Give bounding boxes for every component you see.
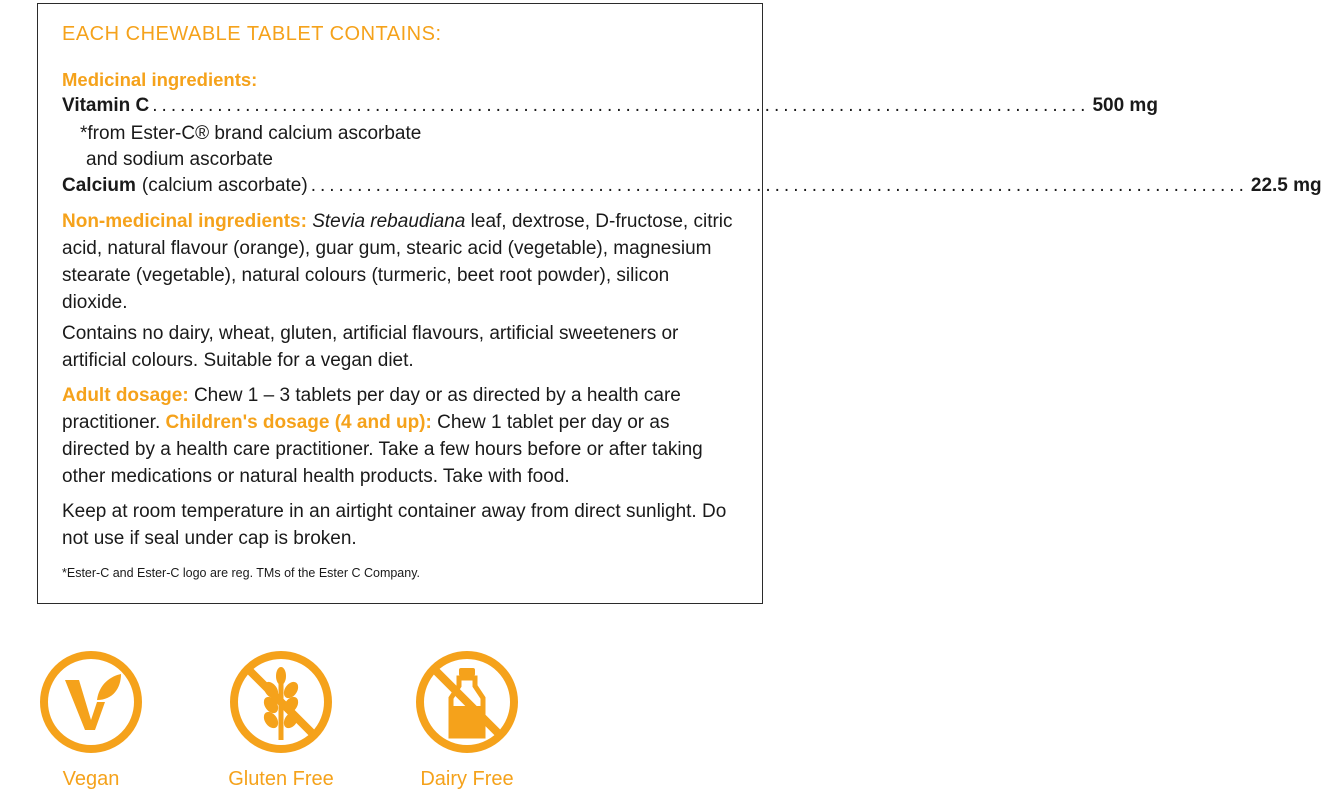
milk-bottle-crossed-icon	[415, 650, 519, 754]
non-medicinal-paragraph	[62, 208, 738, 316]
vegan-badge	[26, 650, 156, 791]
dot-leader: .....................................................................................................	[310, 175, 1248, 196]
ester-note-line-1: *from Ester-C® brand calcium ascorbate	[80, 123, 422, 144]
vitamin-c-amount: 500 mg	[1092, 95, 1158, 116]
contains-no-paragraph: Contains no dairy, wheat, gluten, artificial flavours, artificial sweeteners or artificial colours. Suitable for a vegan diet.	[62, 323, 679, 371]
panel-heading: EACH CHEWABLE TABLET CONTAINS:	[62, 23, 442, 45]
gluten-free-label: Gluten Free	[228, 768, 334, 790]
wheat-crossed-icon	[229, 650, 333, 754]
calcium-name: Calcium	[62, 175, 136, 196]
ester-note-line-2: and sodium ascorbate	[86, 149, 273, 170]
calcium-detail: (calcium ascorbate)	[141, 175, 308, 196]
stevia-name: Stevia rebaudiana	[312, 211, 466, 232]
dosage-paragraph	[62, 382, 738, 490]
vegan-v-leaf-icon	[39, 650, 143, 754]
adult-dosage-text: Chew 1 – 3 tablets per day or as directed by a health care practitioner.	[62, 385, 681, 433]
vegan-label: Vegan	[62, 768, 120, 790]
gluten-free-badge	[216, 650, 346, 791]
children-dosage-text: Chew 1 tablet per day or as directed by a health care practitioner. Take a few hours before or after taking other medications or natural health products. Take with food.	[62, 412, 703, 487]
storage-paragraph: Keep at room temperature in an airtight container away from direct sunlight. Do not use if seal under cap is broken.	[62, 501, 727, 549]
dot-leader: .....................................................................................................	[152, 95, 1090, 116]
non-medicinal-label: Non-medicinal ingredients:	[62, 211, 307, 232]
calcium-amount: 22.5 mg	[1250, 175, 1322, 196]
footnote: *Ester-C and Ester-C logo are reg. TMs of the Ester C Company.	[62, 566, 421, 580]
vitamin-c-row	[62, 95, 1158, 117]
non-medicinal-text: leaf, dextrose, D-fructose, citric acid, natural flavour (orange), guar gum, stearic acid (vegetable), magnesium stearate (vegetable), natural colours (turmeric, beet root powder), silicon dioxide.	[62, 211, 733, 313]
calcium-row	[62, 175, 1322, 197]
supplement-facts-panel	[37, 3, 1322, 604]
dairy-free-label: Dairy Free	[420, 768, 514, 790]
adult-dosage-label: Adult dosage:	[62, 385, 189, 406]
vitamin-c-name: Vitamin C	[62, 95, 150, 116]
medicinal-ingredients-label: Medicinal ingredients:	[62, 69, 258, 90]
children-dosage-label: Children's dosage (4 and up):	[165, 412, 432, 433]
dairy-free-badge	[402, 650, 532, 791]
